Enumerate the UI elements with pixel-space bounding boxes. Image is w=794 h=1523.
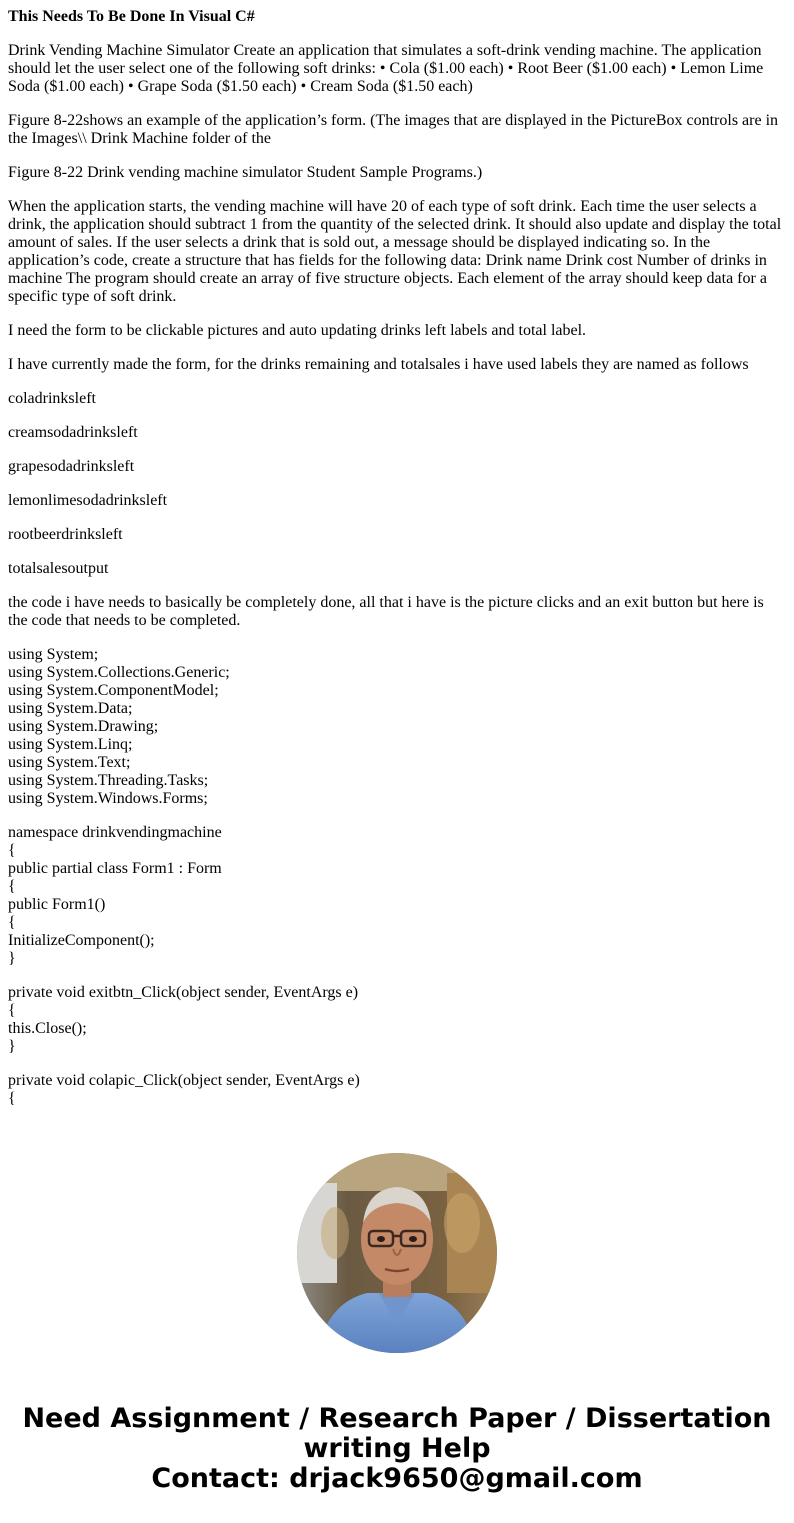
tutor-avatar <box>297 1153 497 1353</box>
code-line: using System.Linq; <box>8 736 133 753</box>
code-line: private void exitbtn_Click(object sender, EventArgs e) <box>8 984 359 1001</box>
code-line: { <box>8 842 16 859</box>
code-line: this.Close(); <box>8 1020 87 1037</box>
paragraph-figure-caption: Figure 8-22 Drink vending machine simulator Student Sample Programs.) <box>8 164 483 181</box>
paragraph-figure-note: Figure 8-22shows an example of the application’s form. (The images that are displayed in the PictureBox controls are in the Images\\ Drink Machine folder of the <box>8 112 779 147</box>
code-block-usings <box>8 646 786 808</box>
code-line: { <box>8 1090 16 1107</box>
code-line: InitializeComponent(); <box>8 932 155 949</box>
code-line: } <box>8 950 16 967</box>
banner-line-1: Need Assignment / Research Paper / Dissertation <box>22 1403 772 1434</box>
label-name-creamsodadrinksleft: creamsodadrinksleft <box>8 424 138 441</box>
tutor-portrait-image <box>297 1153 497 1353</box>
code-line: using System.Threading.Tasks; <box>8 772 209 789</box>
label-name-rootbeerdrinksleft: rootbeerdrinksleft <box>8 526 123 543</box>
code-line: using System.Windows.Forms; <box>8 790 208 807</box>
paragraph-intro: Drink Vending Machine Simulator Create an application that simulates a soft-drink vending machine. The application should let the user select one of the following soft drinks: • Cola ($1.00 each) • Root Beer ($1.00 each) • Lemon Lime Soda ($1.00 each) • Grape Soda ($1.50 each) • Cream Soda ($1.50 each) <box>8 42 764 95</box>
paragraph-need: I need the form to be clickable pictures and auto updating drinks left labels and total label. <box>8 322 587 339</box>
code-line: public partial class Form1 : Form <box>8 860 222 877</box>
code-block-exit-handler <box>8 984 786 1056</box>
paragraph-labels-intro: I have currently made the form, for the drinks remaining and totalsales i have used labels they are named as follows <box>8 356 749 373</box>
code-line: { <box>8 914 16 931</box>
code-line: { <box>8 1002 16 1019</box>
banner-line-2: writing Help <box>303 1433 491 1464</box>
code-line: using System.Data; <box>8 700 133 717</box>
label-name-lemonlimesodadrinksleft: lemonlimesodadrinksleft <box>8 492 168 509</box>
contact-banner <box>0 1404 794 1494</box>
code-line: using System; <box>8 646 99 663</box>
code-line: using System.Drawing; <box>8 718 159 735</box>
code-line: } <box>8 1038 16 1055</box>
code-line: private void colapic_Click(object sender, EventArgs e) <box>8 1072 360 1089</box>
code-line: { <box>8 878 16 895</box>
label-name-totalsalesoutput: totalsalesoutput <box>8 560 109 577</box>
code-block-namespace <box>8 824 786 968</box>
question-title: This Needs To Be Done In Visual C# <box>8 8 255 25</box>
label-name-coladrinksleft: coladrinksleft <box>8 390 96 407</box>
paragraph-code-intro: the code i have needs to basically be completely done, all that i have is the picture clicks and an exit button but here is the code that needs to be completed. <box>8 594 764 629</box>
code-line: namespace drinkvendingmachine <box>8 824 222 841</box>
banner-contact-line: Contact: drjack9650@gmail.com <box>151 1463 643 1494</box>
paragraph-requirements: When the application starts, the vending machine will have 20 of each type of soft drink. Each time the user selects a drink, the application should subtract 1 from the quantity of the selected drink. It should also update and display the total amount of sales. If the user selects a drink that is sold out, a message should be displayed indicating so. In the application’s code, create a structure that has fields for the following data: Drink name Drink cost Number of drinks in machine The program should create an array of five structure objects. Each element of the array should keep data for a specific type of soft drink. <box>8 198 782 305</box>
document-body <box>8 8 786 1124</box>
code-block-cola-handler <box>8 1072 786 1108</box>
code-line: using System.Collections.Generic; <box>8 664 230 681</box>
code-line: using System.Text; <box>8 754 131 771</box>
code-line: public Form1() <box>8 896 106 913</box>
label-name-grapesodadrinksleft: grapesodadrinksleft <box>8 458 135 475</box>
code-line: using System.ComponentModel; <box>8 682 219 699</box>
